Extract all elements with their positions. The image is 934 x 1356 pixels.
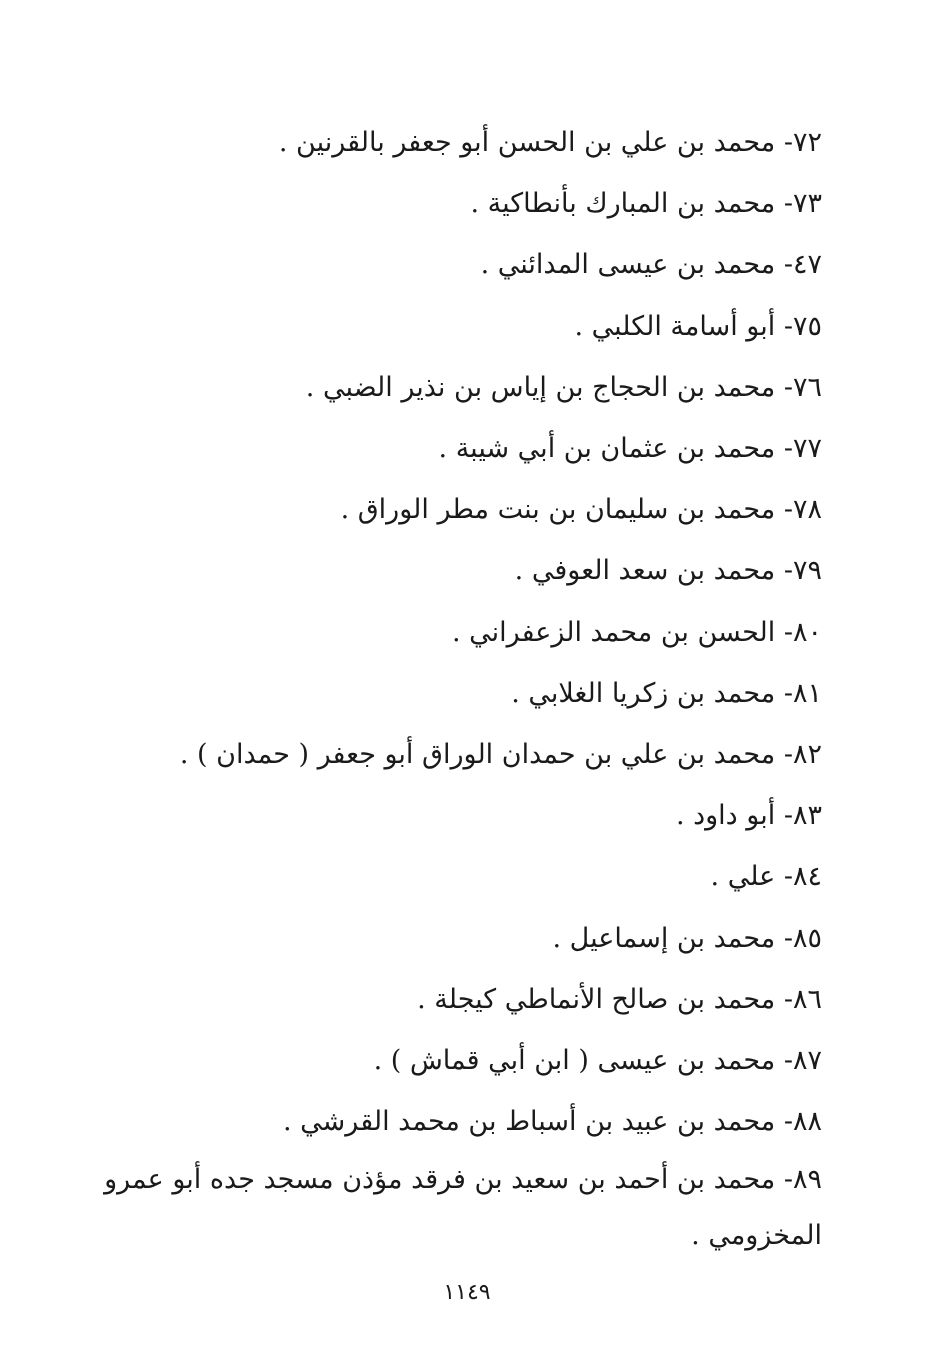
entry-number: ٧٧ <box>792 433 822 465</box>
entry-number: ٨٢ <box>792 739 822 771</box>
entry-text: علي . <box>710 861 776 893</box>
entry-number: ٤٧ <box>792 249 822 281</box>
entry-number: ٨٤ <box>792 861 822 893</box>
entry-number: ٧٦ <box>792 371 822 403</box>
list-item: ٧٥- أبو أسامة الكلبي . <box>574 310 822 342</box>
entry-text: محمد بن أحمد بن سعيد بن فرقد مؤذن مسجد جده أبو عمرو المخزومي . <box>104 1164 822 1252</box>
list-item: ٨٣- أبو داود . <box>675 800 822 832</box>
entry-text: محمد بن صالح الأنماطي كيجلة . <box>417 983 776 1015</box>
entry-text: محمد بن المبارك بأنطاكية . <box>470 188 776 220</box>
entry-text: أبو أسامة الكلبي . <box>574 310 776 342</box>
list-item: ٧٢- محمد بن علي بن الحسن أبو جعفر بالقرنين . <box>278 127 822 158</box>
entry-text: محمد بن زكريا الغلابي . <box>511 677 776 709</box>
list-item: ٨٢- محمد بن علي بن حمدان الوراق أبو جعفر ( حمدان ) . <box>179 739 822 771</box>
entry-text: محمد بن سعد العوفي . <box>514 555 776 587</box>
list-item: ٨٦- محمد بن صالح الأنماطي كيجلة . <box>417 983 822 1015</box>
entry-number: ٧٣ <box>792 188 822 220</box>
page-number: ١١٤٩ <box>443 1280 491 1305</box>
list-item: ٤٧- محمد بن عيسى المدائني . <box>480 249 822 281</box>
entry-number: ٨٦ <box>792 983 822 1015</box>
list-item: ٧٧- محمد بن عثمان بن أبي شيبة . <box>438 433 822 465</box>
entry-number: ٨٥ <box>792 922 822 954</box>
entry-number: ٨٩ <box>792 1164 822 1196</box>
list-item: ٨١- محمد بن زكريا الغلابي . <box>511 677 822 709</box>
list-item: ٧٣- محمد بن المبارك بأنطاكية . <box>470 188 822 220</box>
list-item: ٨٧- محمد بن عيسى ( ابن أبي قماش ) . <box>373 1045 822 1077</box>
entry-text: محمد بن إسماعيل . <box>552 922 776 954</box>
list-item: ٧٨- محمد بن سليمان بن بنت مطر الوراق . <box>340 494 822 526</box>
entry-text: محمد بن عيسى المدائني . <box>480 249 776 281</box>
list-item: ٨٤- علي . <box>710 861 822 893</box>
entry-text: محمد بن سليمان بن بنت مطر الوراق . <box>340 494 776 526</box>
entry-text: محمد بن عثمان بن أبي شيبة . <box>438 433 776 465</box>
entry-text: أبو داود . <box>675 800 776 832</box>
entry-number: ٧٩ <box>792 555 822 587</box>
entry-number: ٧٢ <box>792 127 822 158</box>
entry-text: محمد بن عبيد بن أسباط بن محمد القرشي . <box>283 1106 776 1138</box>
entry-number: ٧٨ <box>792 494 822 526</box>
entry-text: الحسن بن محمد الزعفراني . <box>452 616 776 648</box>
entry-number: ٨٧ <box>792 1045 822 1077</box>
list-item: ٧٩- محمد بن سعد العوفي . <box>514 555 822 587</box>
list-item: ٧٦- محمد بن الحجاج بن إياس بن نذير الضبي . <box>305 371 822 403</box>
entry-text: محمد بن علي بن حمدان الوراق أبو جعفر ( حمدان ) . <box>179 739 776 771</box>
entry-text: محمد بن الحجاج بن إياس بن نذير الضبي . <box>305 371 776 403</box>
entry-list <box>102 112 822 1264</box>
entry-number: ٧٥ <box>792 310 822 342</box>
entry-number: ٨١ <box>792 677 822 709</box>
entry-text: محمد بن علي بن الحسن أبو جعفر بالقرنين . <box>278 127 776 158</box>
list-item: ٨٥- محمد بن إسماعيل . <box>552 922 822 954</box>
list-item: ٨٩- محمد بن أحمد بن سعيد بن فرقد مؤذن مسجد جده أبو عمرو المخزومي . <box>104 1164 822 1252</box>
entry-number: ٨٠ <box>792 616 822 648</box>
list-item: ٨٠- الحسن بن محمد الزعفراني . <box>452 616 822 648</box>
entry-number: ٨٣ <box>792 800 822 832</box>
entry-text: محمد بن عيسى ( ابن أبي قماش ) . <box>373 1045 776 1077</box>
entry-number: ٨٨ <box>792 1106 822 1138</box>
list-item: ٨٨- محمد بن عبيد بن أسباط بن محمد القرشي . <box>283 1106 822 1138</box>
